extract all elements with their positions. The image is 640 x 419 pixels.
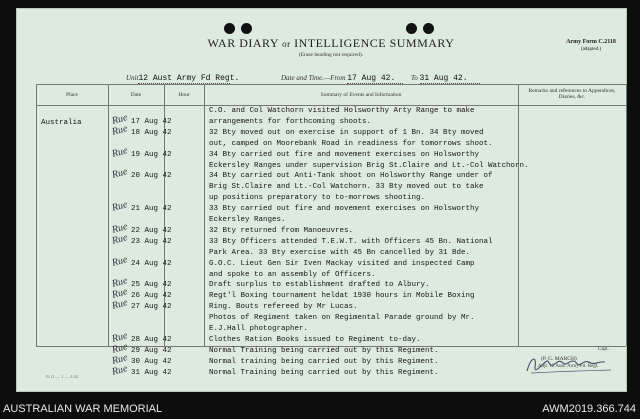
unit-value: 12 Aust Army Fd Regt. [138, 74, 240, 83]
date-from: 17 Aug 42. [347, 74, 403, 84]
punch-hole-3 [406, 23, 417, 34]
diary-date: 27 Aug 42 [131, 303, 172, 312]
diary-entry-text: Clothes Ration Books issued to Regiment to-day. [209, 335, 421, 344]
diary-entry-text: C.O. and Col Watchorn visited Holsworthy Arty Range to make [209, 107, 475, 115]
diary-entry-text: 34 Bty carried out Anti-Tank shoot on Holsworthy Range under of [209, 172, 493, 181]
war-diary-sheet [16, 8, 627, 392]
diary-entry-text: Draft surplus to establishment drafted to Albury. [209, 281, 430, 290]
diary-date: 31 Aug 42 [131, 368, 172, 377]
caption-bar [0, 400, 640, 419]
diary-entry-text: 33 Bty Officers attended T.E.W.T. with Officers 45 Bn. National [209, 237, 493, 246]
col-header-summary: Summary of Events and Information [320, 92, 402, 98]
diary-entry-text: Eckersley Ranges. [209, 216, 286, 224]
document-subtitle: (Erase heading not required). [298, 52, 364, 58]
diary-row [36, 313, 626, 324]
col-header-remarks: Remarks and references to Appendices, Diaries, &c. [528, 88, 616, 100]
unit-label: Unit12 Aust Army Fd Regt. [126, 74, 240, 83]
diary-entry-text: Normal Training being carried out by this Regiment. [209, 368, 439, 377]
handwritten-initials: Rue [110, 297, 129, 313]
handwritten-initials: Rue [110, 340, 129, 356]
handwritten-initials: Rue [110, 144, 129, 160]
handwritten-initials: Rue [110, 253, 129, 269]
diary-entry-text: up positions preparatory to to-morrows shooting. [209, 194, 426, 203]
handwritten-initials: Rue [110, 231, 129, 247]
handwritten-initials: Rue [110, 199, 129, 214]
diary-entry-text: Regt'l Boxing tournament heldat 1930 hours in Mobile Boxing [209, 292, 475, 301]
diary-date: 26 Aug 42 [131, 292, 172, 301]
diary-date: 25 Aug 42 [131, 281, 172, 290]
diary-entry-text: G.O.C. Lieut Gen Sir Iven Mackay visited and inspected Camp [209, 259, 475, 268]
date-range-label: Date and Time.—From 17 Aug 42. To 31 Aug 42. [281, 74, 480, 84]
diary-entry-text: 34 Bty carried out fire and movement exercises on Holsworthy [209, 150, 480, 159]
diary-entry-text: Photos of Regiment taken on Regimental Parade ground by Mr. [209, 314, 475, 323]
diary-date: 23 Aug 42 [131, 237, 172, 246]
handwritten-initials: Rue [110, 362, 129, 378]
col-header-place: Place [66, 92, 78, 98]
punch-hole-1 [224, 23, 235, 34]
diary-row [36, 182, 626, 193]
diary-date: 22 Aug 42 [131, 226, 172, 235]
col-header-hour: Hour [178, 92, 190, 98]
diary-entry-text: 33 Bty carried out fire and movement exercises on Holsworthy [209, 205, 480, 214]
diary-entry-text: 32 Bty moved out on exercise in support of 1 Bn. 34 Bty moved [209, 128, 484, 137]
diary-entry-text: and spoke to an assembly of Officers. [209, 270, 376, 279]
table-top-border [36, 84, 626, 85]
caption-left: AUSTRALIAN WAR MEMORIAL [3, 403, 163, 415]
handwritten-initials: Rue [110, 275, 129, 291]
signature-name: (P. G. MARCH) [541, 356, 577, 362]
diary-date: 18 Aug 42 [131, 128, 172, 137]
diary-date: 30 Aug 42 [131, 357, 172, 366]
diary-date: 19 Aug 42 [131, 150, 172, 159]
date-to: 31 Aug 42. [420, 74, 480, 84]
diary-date: 24 Aug 42 [131, 259, 172, 268]
diary-date: 17 Aug 42 [131, 117, 172, 126]
diary-entry-text: Brig St.Claire and Lt.-Col Watchorn. 33 Bty moved out to take [209, 183, 484, 192]
diary-entry-text: out, camped on Moorebank Road in readiness for tomorrows shoot. [209, 139, 493, 148]
diary-date: 21 Aug 42 [131, 205, 172, 214]
col-header-date: Date [130, 92, 142, 98]
diary-date: 29 Aug 42 [131, 346, 172, 355]
diary-entry-text: Normal Training being carried out by this Regiment. [209, 346, 439, 355]
diary-entry-text: arrangements for forthcoming shoots. [209, 117, 372, 126]
army-form-reference: Army Form C.2118 (adapted.) [566, 39, 616, 52]
diary-entry-text: 32 Bty returned from Manoeuvres. [209, 226, 354, 235]
signature-rank: Capt. [598, 347, 609, 352]
table-right-border [626, 84, 627, 346]
handwritten-initials: Rue [110, 112, 129, 127]
diary-entry-text: Ring. Bouts refereed by Mr Lucas. [209, 303, 358, 312]
handwritten-initials: Rue [110, 286, 129, 302]
diary-date: 20 Aug 42 [131, 172, 172, 181]
handwritten-initials: Rue [110, 330, 129, 345]
diary-date: 28 Aug 42 [131, 335, 172, 344]
diary-entry-text: E.J.Hall photographer. [209, 325, 309, 333]
document-title: WAR DIARY or INTELLIGENCE SUMMARY [207, 36, 455, 50]
handwritten-initials: Rue [110, 166, 129, 182]
diary-entry-text: Normal training being carried out by this Regiment. [209, 357, 439, 366]
form-print-code: B.11 — 1 — 4/42 [46, 374, 79, 379]
punch-hole-2 [241, 23, 252, 34]
place-value: Australia [41, 119, 82, 127]
punch-hole-4 [423, 23, 434, 34]
handwritten-initials: Rue [110, 221, 129, 236]
diary-entry-text: Park Area. 33 Bty exercise with 45 Bn cancelled by 31 Bde. [209, 248, 471, 257]
handwritten-initials: Rue [110, 351, 129, 367]
signature-role: Adjt. 12 Aust. Army Fd. Regt. [538, 364, 599, 369]
caption-right: AWM2019.366.744 [542, 403, 636, 415]
handwritten-initials: Rue [110, 122, 129, 138]
diary-entry-text: Eckersley Ranges under supervision Brig St.Claire and Lt.-Col Watchorn. [209, 161, 529, 170]
